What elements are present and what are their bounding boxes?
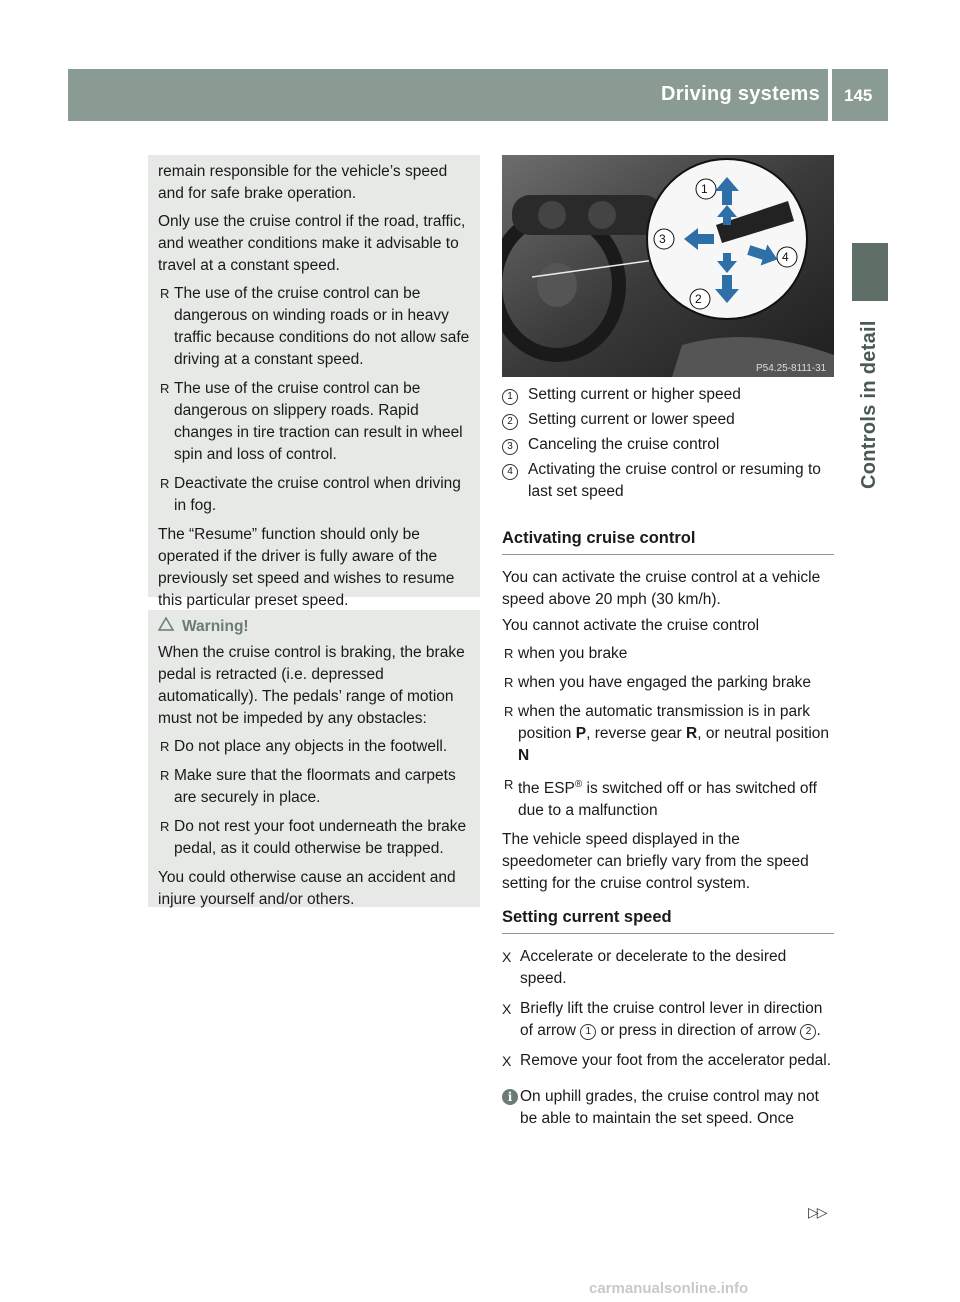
text-run: , reverse gear [586, 725, 687, 742]
step-text: Accelerate or decelerate to the desired speed. [520, 948, 787, 987]
bullet-icon: R [504, 675, 514, 690]
bullet-icon: R [160, 476, 170, 491]
paragraph: You can activate the cruise control at a vehicle speed above 20 mph (30 km/h). [502, 569, 821, 608]
list-item-text: Do not rest your foot underneath the brake pedal, as it could otherwise be trapped. [174, 818, 467, 857]
text-run: Briefly lift the cruise control lever in direction of arrow [520, 1000, 823, 1039]
cruise-control-lever-photo [502, 155, 834, 377]
list-item-text: when you have engaged the parking brake [518, 674, 811, 691]
warning-heading [158, 616, 472, 638]
paragraph: The vehicle speed displayed in the speedometer can briefly vary from the speed setting for the cruise control system. [502, 831, 809, 893]
paragraph: Only use the cruise control if the road, traffic, and weather conditions make it advisable to travel at a constant speed. [158, 213, 466, 274]
chapter-side-label: Controls in detail [858, 320, 880, 489]
text-run: . [816, 1022, 821, 1039]
callout-2: 2 [695, 292, 702, 306]
legend-item [502, 459, 834, 503]
bullet-icon: R [160, 381, 170, 396]
list-item-text: Make sure that the floormats and carpets are securely in place. [174, 767, 456, 806]
bullet-icon: R [504, 704, 514, 719]
page-number: 145 [844, 86, 873, 105]
paragraph: You could otherwise cause an accident and injure yourself and/or others. [158, 869, 456, 908]
watermark: carmanualsonline.info [589, 1280, 749, 1297]
text-run: the ESP [518, 780, 575, 798]
info-note [502, 1086, 834, 1130]
legend-item [502, 409, 834, 431]
list-item [158, 765, 472, 809]
step-text: Remove your foot from the accelerator pedal. [520, 1052, 832, 1069]
step-arrow-icon: X [502, 949, 512, 965]
text-run: is switched off or has switched off due to a malfunction [518, 780, 817, 820]
gear-n: N [518, 747, 530, 764]
list-item-text [518, 780, 817, 819]
callout-4: 4 [782, 250, 789, 264]
list-item [502, 672, 834, 694]
section-title: Driving systems [660, 83, 820, 105]
gear-p: P [575, 725, 587, 742]
info-text: On uphill grades, the cruise control may not be able to maintain the set speed. Once [520, 1088, 819, 1127]
bullet-icon: R [160, 286, 170, 301]
figure-legend [502, 384, 834, 506]
paragraph: The “Resume” function should only be operated if the driver is fully aware of the previously set speed and wishes to resume this particular preset speed. [158, 526, 455, 609]
callout-number: 2 [502, 414, 518, 430]
legend-text: Activating the cruise control or resuming to last set speed [528, 461, 821, 500]
callout-number: 2 [800, 1024, 816, 1040]
list-item [158, 473, 472, 517]
legend-text: Setting current or lower speed [528, 411, 735, 428]
info-icon: i [502, 1089, 518, 1105]
list-item-text: The use of the cruise control can be dangerous on winding roads or in heavy traffic because conditions do not allow safe driving at a constant speed. [174, 285, 470, 368]
legend-item [502, 434, 834, 456]
list-item [158, 816, 472, 860]
step-arrow-icon: X [502, 1001, 512, 1017]
list-item-text [518, 703, 829, 764]
callout-number: 4 [502, 464, 518, 480]
warning-triangle-icon [158, 616, 174, 638]
page-number-box [832, 69, 888, 121]
warning-box [148, 610, 480, 907]
instruction-step [502, 998, 834, 1042]
continue-arrows-icon: ▷▷ [808, 1204, 826, 1220]
step-text [520, 1000, 822, 1039]
figure-code: P54.25-8111-31 [756, 363, 827, 374]
callout-number: 1 [502, 389, 518, 405]
bullet-icon: R [504, 777, 514, 792]
callout-3: 3 [659, 232, 666, 246]
warning-title: Warning! [182, 618, 249, 635]
paragraph: You cannot activate the cruise control [502, 617, 760, 634]
bullet-icon: R [160, 739, 170, 754]
callout-number: 1 [580, 1024, 596, 1040]
text-run: , or neutral position [697, 725, 830, 742]
text-run: or press in direction of arrow [596, 1022, 801, 1039]
list-item [502, 643, 834, 665]
section-heading: Activating cruise control [502, 527, 834, 555]
activating-section [502, 527, 834, 895]
list-item-text: Do not place any objects in the footwell. [174, 738, 448, 755]
list-item [502, 774, 834, 822]
step-arrow-icon: X [502, 1053, 512, 1069]
gear-r: R [686, 725, 698, 742]
instruction-step [502, 1050, 834, 1072]
list-item-text: Deactivate the cruise control when driving in fog. [174, 475, 461, 514]
setting-section [502, 906, 834, 1130]
bullet-icon: R [504, 646, 514, 661]
instruction-step [502, 946, 834, 990]
registered-mark: ® [574, 779, 583, 790]
header-bar [68, 69, 828, 121]
list-item-text: The use of the cruise control can be dangerous on slippery roads. Rapid changes in tire traction can result in wheel spin and loss of control. [174, 380, 463, 463]
legend-item [502, 384, 834, 406]
bullet-icon: R [160, 768, 170, 783]
list-item [502, 701, 834, 767]
chapter-tab-marker [852, 243, 888, 301]
paragraph: remain responsible for the vehicle’s speed and for safe brake operation. [158, 163, 448, 202]
list-item [158, 736, 472, 758]
list-item [158, 378, 472, 466]
paragraph: When the cruise control is braking, the brake pedal is retracted (i.e. depressed automatically). The pedals’ range of motion must not be impeded by any obstacles: [158, 644, 465, 727]
caution-text-box [148, 155, 480, 609]
list-item-text: when you brake [518, 645, 628, 662]
callout-1: 1 [701, 182, 708, 196]
text-run: when the automatic transmission is in park position [518, 703, 811, 742]
legend-text: Setting current or higher speed [528, 386, 741, 403]
bullet-icon: R [160, 819, 170, 834]
legend-text: Canceling the cruise control [528, 436, 720, 453]
section-heading: Setting current speed [502, 906, 834, 934]
list-item [158, 283, 472, 371]
callout-number: 3 [502, 439, 518, 455]
